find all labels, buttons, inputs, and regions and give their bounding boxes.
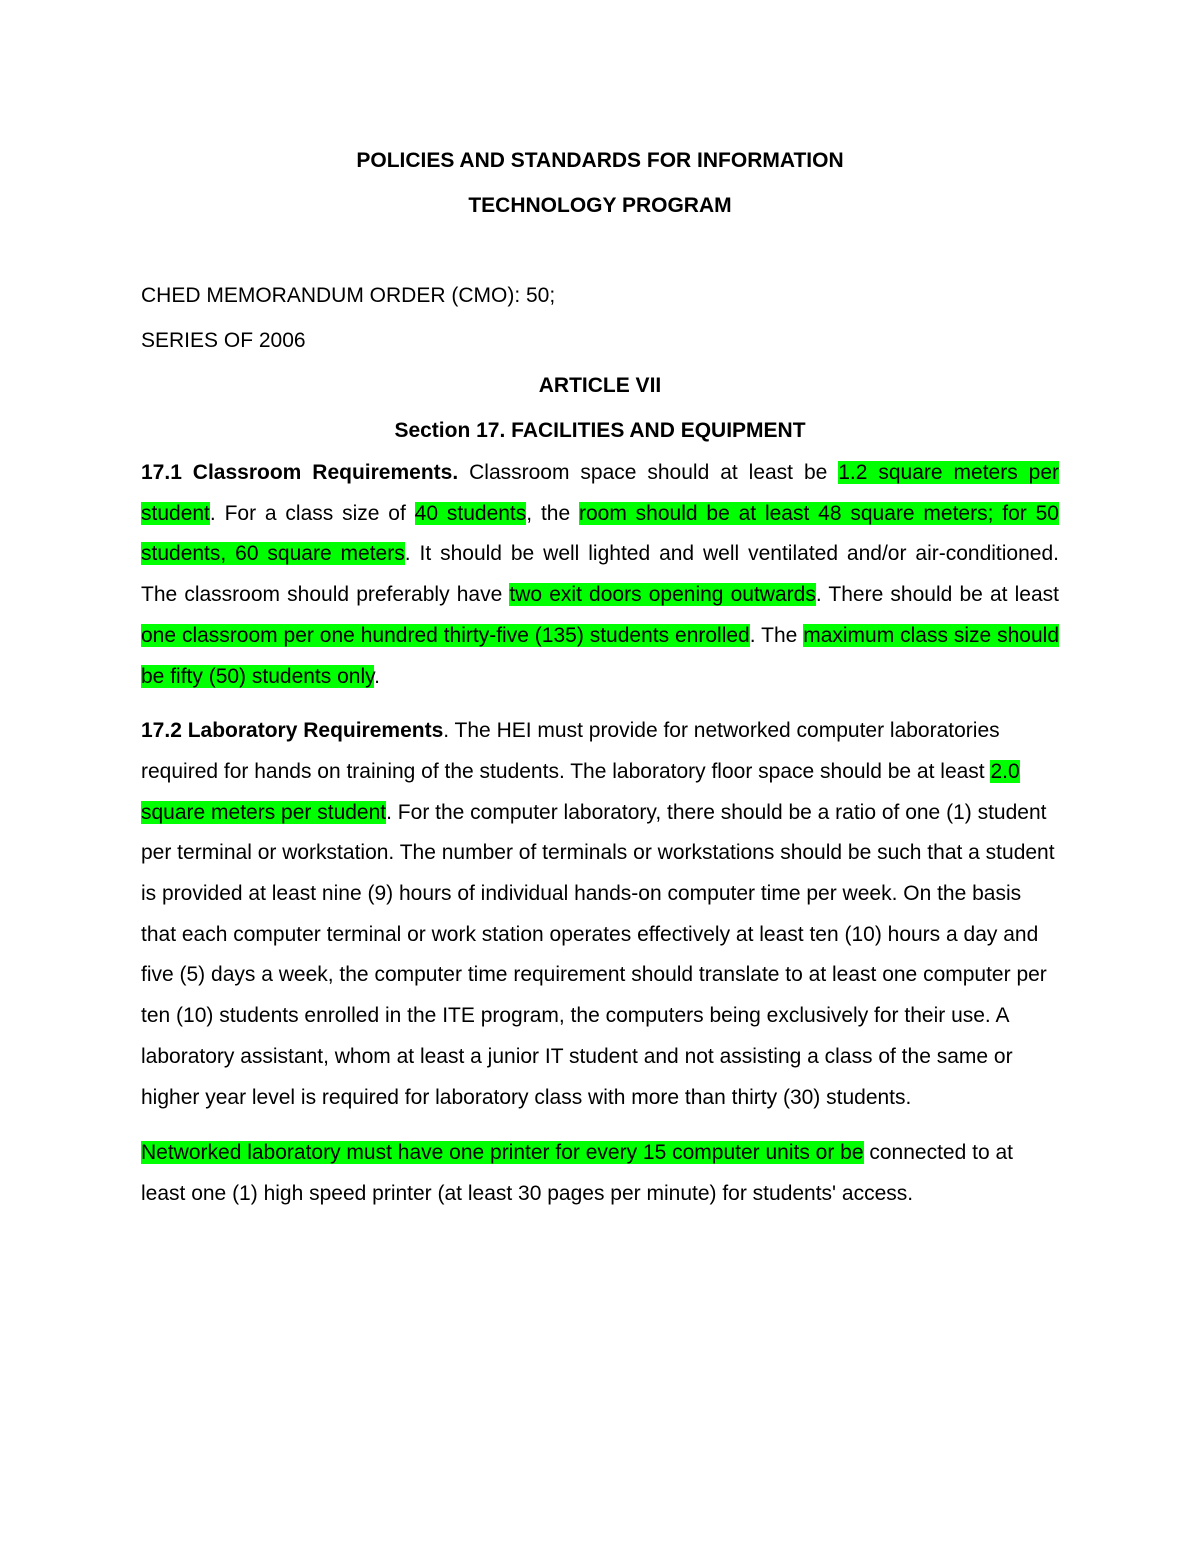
document-title-line-1: POLICIES AND STANDARDS FOR INFORMATION xyxy=(356,149,844,172)
classroom-highlight-exit-doors: two exit doors opening outwards xyxy=(509,583,816,607)
classroom-text-5: . There should be at least xyxy=(815,583,1059,607)
classroom-text-1: Classroom space should at least be xyxy=(458,461,839,484)
laboratory-requirements-heading: 17.2 Laboratory Requirements xyxy=(141,719,444,743)
printer-highlight: Networked laboratory must have one printer for every 15 computer units or be xyxy=(141,1141,864,1165)
classroom-text-4: . It should be well lighted and well ventilated and/or air-conditioned. The classroom should preferably have xyxy=(141,542,1059,607)
laboratory-requirements-paragraph xyxy=(141,711,1059,1118)
document-title-line-2: TECHNOLOGY PROGRAM xyxy=(468,194,732,217)
classroom-requirements-heading: 17.1 Classroom Requirements. xyxy=(141,461,459,484)
classroom-text-6: . The xyxy=(749,623,804,647)
laboratory-highlight-floor-space: 2.0 square meters per student xyxy=(141,759,1020,824)
laboratory-text-1: . The HEI must provide for networked computer laboratories required for hands on training of the students. The laboratory floor space should be at least xyxy=(141,719,1000,783)
article-heading: ARTICLE VII xyxy=(538,374,662,397)
memorandum-order: CHED MEMORANDUM ORDER (CMO): 50; xyxy=(141,284,556,307)
section-heading: Section 17. FACILITIES AND EQUIPMENT xyxy=(394,419,806,442)
classroom-text-7: . xyxy=(374,664,380,688)
classroom-text-2: . For a class size of xyxy=(209,501,415,525)
printer-requirements-paragraph xyxy=(141,1133,1059,1214)
classroom-requirements-paragraph xyxy=(141,453,1059,697)
series-label: SERIES OF 2006 xyxy=(141,329,306,352)
laboratory-text-2: . For the computer laboratory, there should be a ratio of one (1) student per terminal or workstation. The number of terminals or workstations should be such that a student is provided at least nine (9) hours of individual hands-on computer time per week. On the basis that each computer terminal or work station operates effectively at least ten (10) hours a day and five (5) days a week, the computer time requirement should translate to at least one computer per ten (10) students enrolled in the ITE program, the computers being exclusively for their use. A laboratory assistant, whom at least a junior IT student and not assisting a class of the same or higher year level is required for laboratory class with more than thirty (30) students. xyxy=(141,800,1055,1109)
classroom-highlight-ratio: one classroom per one hundred thirty-five (135) students enrolled xyxy=(141,623,750,647)
printer-text-1: connected to at least one (1) high speed printer (at least 30 pages per minute) for students' access. xyxy=(141,1141,1013,1205)
classroom-highlight-space: 1.2 square meters per student xyxy=(141,461,1059,525)
classroom-highlight-class-size: 40 students xyxy=(414,501,527,525)
classroom-text-3: , the xyxy=(526,501,579,525)
document-page xyxy=(141,138,1059,1215)
classroom-highlight-room-size: room should be at least 48 square meters; for 50 students, 60 square meters xyxy=(141,501,1059,566)
classroom-highlight-max-class-size: maximum class size should be fifty (50) students only xyxy=(141,623,1059,688)
